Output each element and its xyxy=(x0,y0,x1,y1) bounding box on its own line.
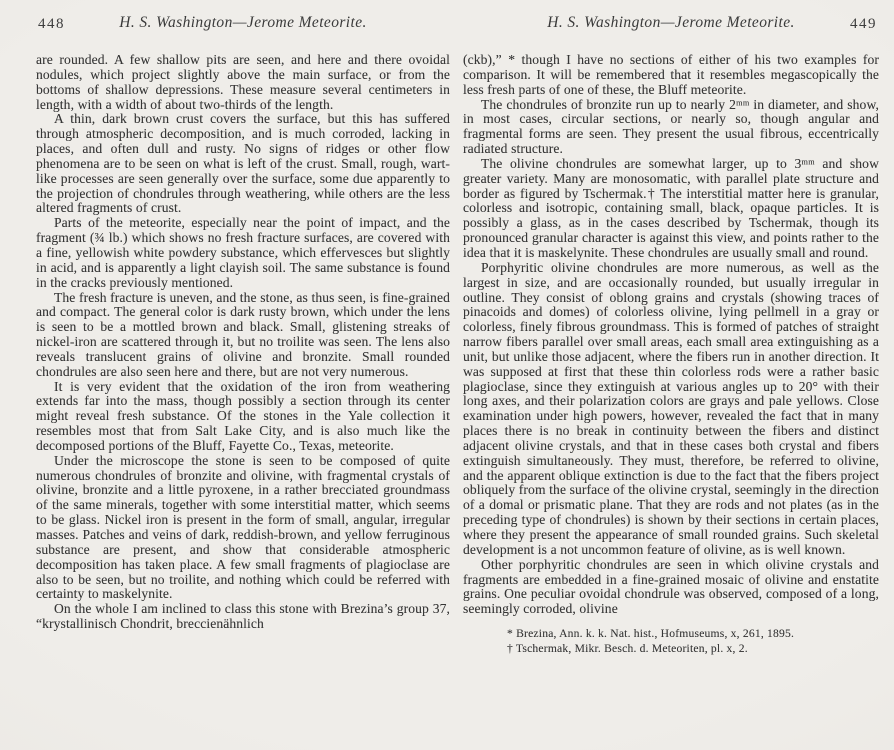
footnotes xyxy=(463,626,879,656)
page-body-left xyxy=(36,53,450,632)
page-header-right xyxy=(463,14,879,36)
running-title-left: H. S. Washington—Jerome Meteorite. xyxy=(119,14,367,31)
paragraph: The fresh fracture is uneven, and the stone, as thus seen, is fine-grained and compact. The general color is dark rusty brown, which under the lens is seen to be a mottled brown and black. Small, glistening streaks of nickel-iron are scattered through it, but no troilite was seen. The lens also reveals translucent grains of olivine and bronzite. Small rounded chondrules are also seen here and there, but are not very numerous. xyxy=(36,289,450,379)
paragraph: On the whole I am inclined to class this stone with Brezina’s group 37, “krystallinisch Chondrit, breccienähnlich xyxy=(36,601,450,632)
paragraph: are rounded. A few shallow pits are seen, and here and there ovoidal nodules, which project slightly above the main surface, or from the bottoms of shallow depressions. These measure several centimeters in length, with a width of about two-thirds of the length. xyxy=(36,52,450,112)
paragraph: (ckb),” * though I have no sections of either of his two examples for comparison. It will be remembered that it resembles megascopically the less fresh parts of one of these, the Bluff meteorite. xyxy=(463,52,879,97)
running-title-right: H. S. Washington—Jerome Meteorite. xyxy=(547,14,795,31)
paragraph: Porphyritic olivine chondrules are more numerous, as well as the largest in size, and are occasionally rounded, but usually irregular in outline. They consist of oblong grains and crystals (showing traces of pinacoids and domes) of colorless olivine, lying pellmell in a gray or colorless, finely fibrous groundmass. This is formed of patches of straight narrow fibers parallel over small areas, each small area extinguishing as a unit, but unlike those adjacent, where the fibers run in another direction. It was supposed at first that these thin colorless rods were a rather basic plagioclase, since they extinguish at various angles up to 20° with their long axes, and their polarization colors are grays and pale yellows. Close examination under high powers, however, revealed the fact that in many places there is no break in continuity between the fibers and distinct adjacent olivine crystals, and that in these cases both crystal and fibers extinguish simultaneously. They must, therefore, be referred to olivine, and the apparent oblique extinction is due to the fact that the fibers project obliquely from the surface of the olivine crystal, seemingly in the direction of a domal or prismatic plane. That they are rods and not plates (as in the preceding type of chondrules) is shown by their sections in certain places, where they present the appearance of small rounded grains. Such skeletal development is a not uncommon feature of olivine, as is well known. xyxy=(463,259,879,557)
page-right xyxy=(463,14,879,656)
paragraph: Parts of the meteorite, especially near the point of impact, and the fragment (¾ lb.) which shows no fresh fracture surfaces, are covered with a fine, yellowish white powdery substance, which effervesces but slightly in acid, and is apparently a light clayish soil. The same substance is found in the cracks previously mentioned. xyxy=(36,215,450,290)
page-number-left: 448 xyxy=(38,16,65,32)
footnote: † Tschermak, Mikr. Besch. d. Meteoriten, pl. x, 2. xyxy=(507,642,748,656)
paragraph: The chondrules of bronzite run up to nearly 2ᵐᵐ in diameter, and show, in most cases, circular sections, or nearly so, though angular and fragmental forms are seen. They present the usual fibrous, eccentrically radiated structure. xyxy=(463,96,879,157)
page-left xyxy=(36,14,450,632)
page-body-right xyxy=(463,53,879,617)
page-header-left xyxy=(36,14,450,36)
paragraph: Other porphyritic chondrules are seen in which olivine crystals and fragments are embedded in a fine-grained mosaic of olivine and enstatite grains. One peculiar ovoidal chondrule was observed, composed of a long, seemingly corroded, olivine xyxy=(463,556,879,617)
paragraph: It is very evident that the oxidation of the iron from weathering extends far into the mass, though possibly a section through its center might reveal fresh substance. Of the stones in the Yale collection it resembles most that from Salt Lake City, and is also much like the decomposed portions of the Bluff, Fayette Co., Texas, meteorite. xyxy=(36,378,450,453)
footnote: * Brezina, Ann. k. k. Nat. hist., Hofmuseums, x, 261, 1895. xyxy=(507,627,795,641)
page-number-right: 449 xyxy=(850,16,877,32)
paragraph: A thin, dark brown crust covers the surface, but this has suffered through atmospheric decomposition, and is much corroded, lacking in places, and often dull and rusty. No signs of ridges or other flow phenomena are to be seen on what is left of the crust. Small, rough, wart-like processes are seen generally over the surface, some due apparently to the projection of chondrules through weathering, while others are the less altered fragments of crust. xyxy=(36,111,450,216)
paragraph: Under the microscope the stone is seen to be composed of quite numerous chondrules of bronzite and olivine, with fragmental crystals of olivine, bronzite and a little pyroxene, in a rather brecciated groundmass of the same minerals, together with some interstitial matter, which seems to be glass. Nickel iron is present in the form of small, angular, irregular masses. Patches and veins of dark, reddish-brown, and yellow ferruginous substance are present, and show that considerable atmospheric decomposition has taken place. A few small fragments of plagioclase are also to be seen, but no troilite, and nothing which could be referred with certainty to maskelynite. xyxy=(36,452,450,602)
paragraph: The olivine chondrules are somewhat larger, up to 3ᵐᵐ and show greater variety. Many are monosomatic, with parallel plate structure and border as figured by Tschermak.† The interstitial matter here is granular, colorless and isotropic, containing small, black, opaque particles. It is possibly a glass, as in the cases described by Tschermak, though its pronounced granular character is against this view, and points rather to the idea that it is maskelynite. These chondrules are usually small and round. xyxy=(463,155,879,260)
